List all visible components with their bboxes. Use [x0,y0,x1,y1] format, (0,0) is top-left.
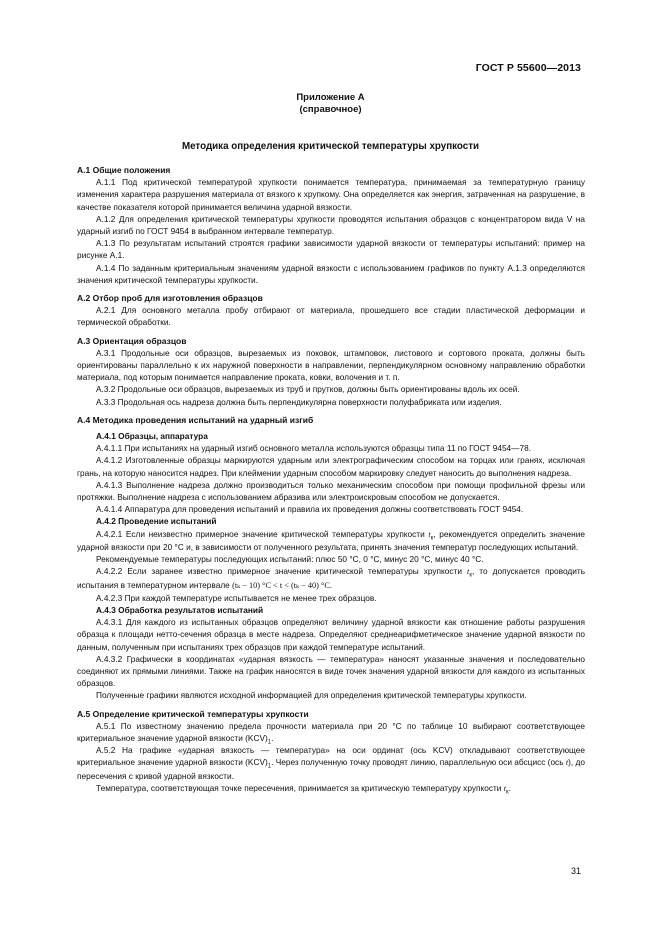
section-a2-heading: А.2 Отбор проб для изготовления образцов [77,293,263,304]
paragraph-a1-4: А.1.4 По заданным критериальным значениям ударной вязкости с использованием графиков по пункту А.1.3 определяются значения критической температуры хрупкости. [77,262,585,285]
section-a4-heading: А.4 Методика проведения испытаний на ударный изгиб [77,414,314,425]
paragraph-a4-1-2: А.4.1.2 Изготовленные образцы маркируются ударным или электрографическим способом на торцах или гранях, исключая грань, на которую наносится надрез. При клеймении ударным способом маркировку следует наносить до выполнения надреза. [77,455,585,478]
section-a1-heading: А.1 Общие положения [77,165,171,175]
paragraph-a1-1: А.1.1 Под критической температурой хрупкости понимается температура, принимаемая за температурную границу изменения характера разрушения материала от вязкого к хрупкому. Она определяется как энергия, затраченная на разрушение, в качестве показателя которой принимается величина ударной вязкости. [77,177,585,212]
paragraph-a5-2: А.5.2 На графике «ударная вязкость — температура» на оси ординат (ось KCV) откладывают соответствующее критериальное значение ударной вязкости $(KCV)_1$. Через полученную точку проводят линию, параллельную оси абсцисс (ось t), до пересечения с кривой ударной вязкости. [77,745,585,781]
subsection-a43-heading: А.4.3 Обработка результатов испытаний [96,604,264,615]
appendix-type: (справочное) [299,104,362,115]
paragraph-a4-1-3: А.4.1.3 Выполнение надреза должно производиться только механическим способом при помощи профильной фрезы или протяжки. Выполнение надреза с использованием абразива или электроискровым способом не допускается. [77,479,585,503]
paragraph-a3-2: А.3.2 Продольные оси образцов, вырезаемых из труб и прутков, должны быть ориентированы вдоль их осей. [96,384,520,395]
appendix-title: Методика определения критической температуры хрупкости [181,141,480,152]
paragraph-a1-2: А.1.2 Для определения критической температуры хрупкости проводятся испытания образцов с концентратором вида V на ударный изгиб по ГОСТ 9454 в выбранном интервале температур. [77,213,585,237]
section-a3-heading: А.3 Ориентация образцов [77,335,187,346]
paragraph-a4-2-3: А.4.2.3 При каждой температуре испытывается не менее трех образцов. [96,592,377,603]
paragraph-a4-2-2: А.4.2.2 Если заранее известно примерное значение критической температуры хрупкости $t_к$, то допускается проводить испытания в температурном интервале (tₖ − 10) °C < t < (tₖ − 40) °C. [77,566,586,590]
paragraph-a1-3: А.1.3 По результатам испытаний строятся графики зависимости ударной вязкости от температуры испытаний: пример на рисунке А.1. [77,238,585,261]
paragraph-a4-3-3: Полученные графики являются исходной информацией для определения критической температуры хрупкости. [96,690,527,701]
section-a5-heading: А.5 Определение критической температуры хрупкости [77,708,309,719]
temperature-interval-formula: (tₖ − 10) °C < t < (tₖ − 40) °C. [232,580,332,590]
paragraph-a4-2-1-recommended: Рекомендуемые температуры последующих испытаний: плюс 50 °С, 0 °С, минус 20 °С, минус 40 °С. [96,554,484,565]
paragraph-a2-1: А.2.1 Для основного металла пробу отбирают от материала, прошедшего все стадии пластической деформации и термической обработки. [77,305,585,328]
paragraph-a3-3: А.3.3 Продольная ось надреза должна быть перпендикулярна поверхности полуфабриката или изделия. [96,396,502,407]
paragraph-a4-3-2: А.4.3.2 Графически в координатах «ударная вязкость — температура» наносят указанные значения и последовательно соединяют их прямыми линиями. Также на график наносятся в виде точек значения ударной вязкости для каждого из испытанных образцов. [77,653,585,689]
paragraph-a3-1: А.3.1 Продольные оси образцов, вырезаемых из поковок, штамповок, листового и сортового проката, должны быть ориентированы параллельно к их наружной поверхности в направлении, перпендикулярном основному направлению обработки материала, под которым понимается направление проката, ковки, волочения и т. п. [77,347,585,383]
document-body [77,164,585,795]
appendix-caption [0,92,661,116]
paragraph-a4-2-1: А.4.2.1 Если неизвестно примерное значение критической температуры хрупкости $t_к$, рекомендуется определить значение ударной вязкости при 20 °С и, в зависимости от полученного результата, принять значения температур последующих испытаний. [77,528,585,552]
subsection-a41-heading: А.4.1 Образцы, аппаратура [96,431,208,442]
page-number: 31 [570,866,581,876]
subsection-a42-heading: А.4.2 Проведение испытаний [96,516,217,527]
paragraph-a4-3-1: А.4.3.1 Для каждого из испытанных образцов определяют величину ударной вязкости как отношение работы разрушения образца к площади нетто-сечения образца в месте надреза. Определяют среднеарифметическое значение ударной вязкости по данным, полученным при испытаниях трех образцов при каждой температуре испытаний. [77,617,585,652]
appendix-name: Приложение А [296,92,365,103]
paragraph-a5-1: А.5.1 По известному значению предела прочности материала при 20 °С по таблице 10 выбирают соответствующее критериальное значение ударной вязкости $(KCV)_1$. [77,720,585,746]
standard-number: ГОСТ Р 55600—2013 [475,62,581,74]
paragraph-a4-1-4: А.4.1.4 Аппаратура для проведения испытаний и правила их проведения должны соответствовать ГОСТ 9454. [96,504,524,515]
paragraph-a4-1-1: А.4.1.1 При испытаниях на ударный изгиб основного металла используются образцы типа 11 по ГОСТ 9454—78. [96,443,532,454]
paragraph-a5-3: Температура, соответствующая точке пересечения, принимается за критическую температуру хрупкости $t_к$. [96,782,511,796]
